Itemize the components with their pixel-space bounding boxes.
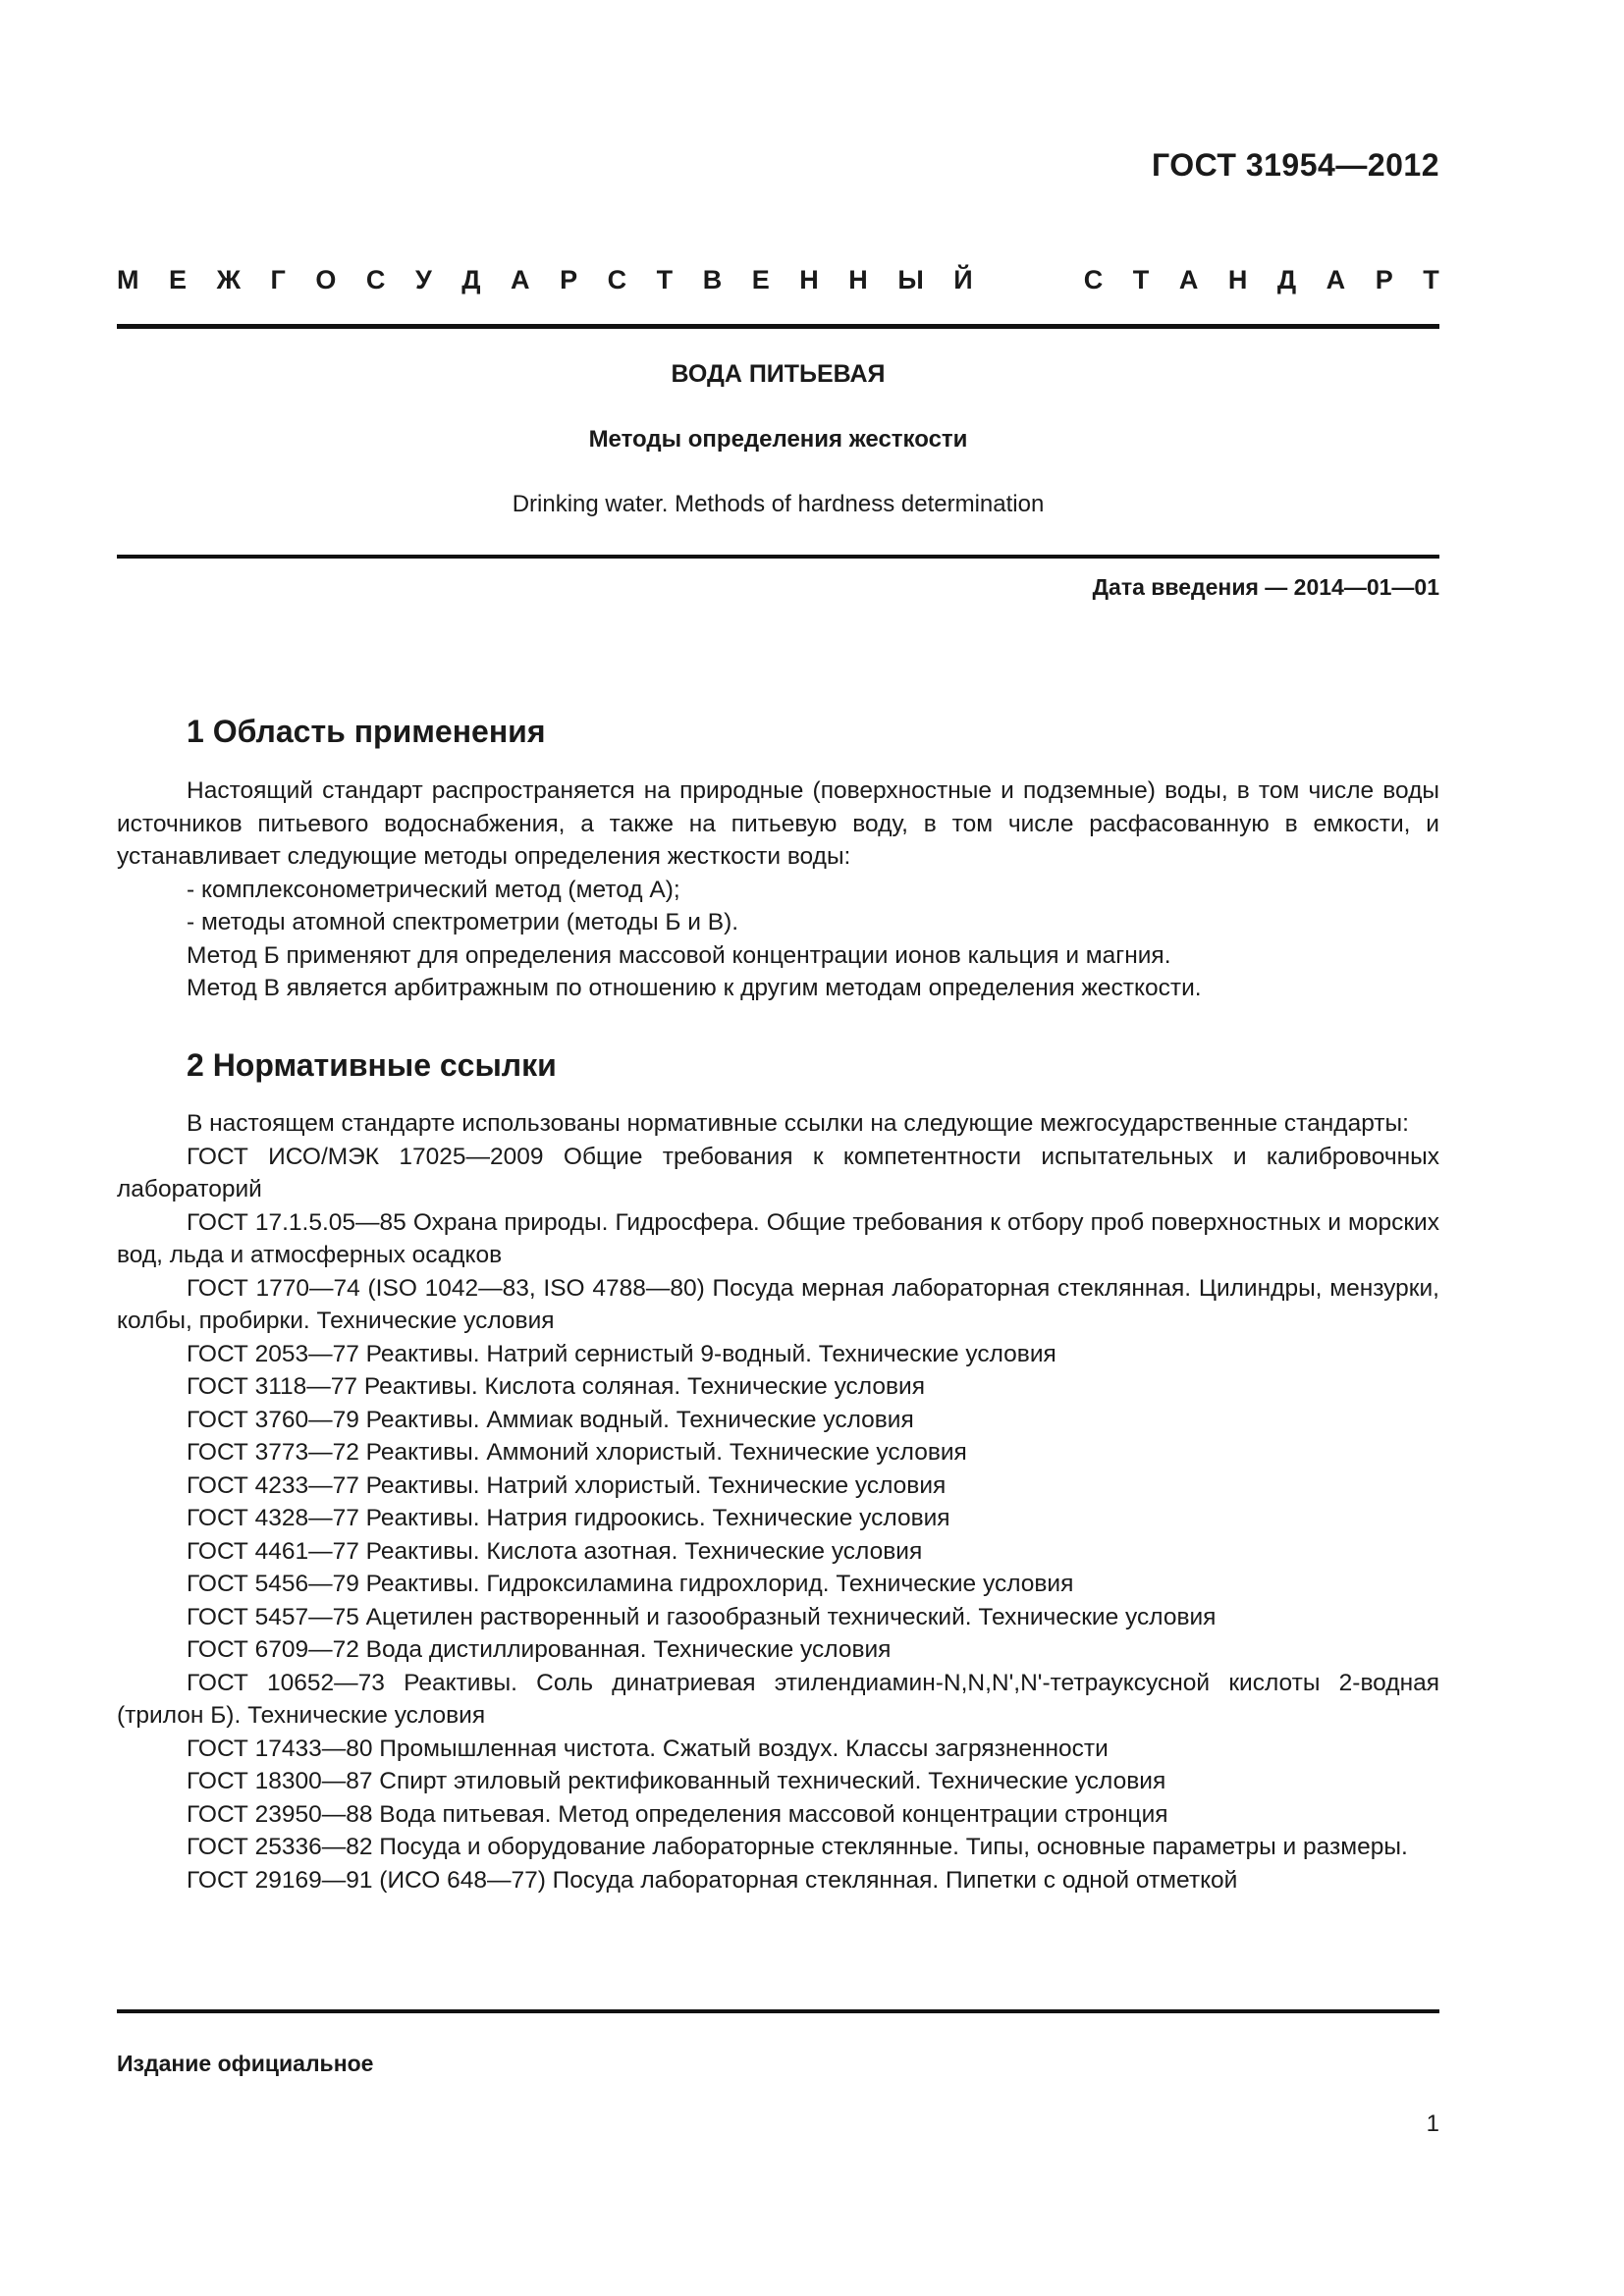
paragraph: Метод В является арбитражным по отношению к другим методам определения жесткости.	[187, 975, 1202, 1001]
reference-item: ГОСТ 17.1.5.05—85 Охрана природы. Гидросфера. Общие требования к отбору проб поверхностных и морских вод, льда и атмосферных осадков	[117, 1208, 1439, 1268]
heading-letter: А	[511, 265, 530, 294]
heading-letter: Ж	[216, 265, 241, 294]
section-2-body	[117, 1107, 1439, 1896]
heading-letter: Д	[461, 265, 481, 294]
reference-item: ГОСТ 6709—72 Вода дистиллированная. Технические условия	[187, 1636, 892, 1663]
reference-item: ГОСТ 29169—91 (ИСО 648—77) Посуда лабораторная стеклянная. Пипетки с одной отметкой	[187, 1866, 1238, 1894]
document-number: ГОСТ 31954—2012	[1151, 147, 1439, 183]
heading-letter: Т	[1423, 265, 1439, 294]
section-2-title: 2 Нормативные ссылки	[187, 1047, 557, 1083]
heading-letter: Р	[560, 265, 578, 294]
heading-letter: Н	[848, 265, 868, 294]
top-divider	[117, 324, 1439, 329]
heading-letter: Ы	[897, 265, 924, 294]
heading-letter: А	[1326, 265, 1346, 294]
section-1-title: 1 Область применения	[187, 714, 546, 749]
paragraph: - методы атомной спектрометрии (методы Б и В).	[187, 909, 739, 935]
document-title: ВОДА ПИТЬЕВАЯ	[671, 360, 886, 388]
paragraph: - комплексонометрический метод (метод А);	[187, 876, 680, 903]
heading-letter: В	[702, 265, 723, 294]
heading-letter: Г	[270, 265, 286, 294]
heading-letter: Н	[1227, 265, 1248, 294]
heading-letter: Е	[169, 265, 188, 294]
paragraph: В настоящем стандарте использованы нормативные ссылки на следующие межгосударственные стандарты:	[187, 1110, 1409, 1137]
title-divider	[117, 555, 1439, 559]
reference-item: ГОСТ 10652—73 Реактивы. Соль динатриевая этилендиамин-N,N,N',N'-тетрауксусной кислоты 2-водная (трилон Б). Технические условия	[117, 1669, 1439, 1729]
reference-item: ГОСТ 4328—77 Реактивы. Натрия гидроокись. Технические условия	[187, 1505, 950, 1531]
word-gap	[1002, 265, 1054, 295]
reference-item: ГОСТ 4461—77 Реактивы. Кислота азотная. Технические условия	[187, 1537, 923, 1565]
section-1-body	[117, 774, 1439, 1005]
page-number: 1	[1426, 2110, 1439, 2137]
reference-item: ГОСТ 3760—79 Реактивы. Аммиак водный. Технические условия	[187, 1406, 914, 1433]
heading-letter: Д	[1276, 265, 1297, 294]
english-title: Drinking water. Methods of hardness determination	[512, 491, 1045, 517]
reference-item: ГОСТ 25336—82 Посуда и оборудование лабораторные стеклянные. Типы, основные параметры и размеры.	[187, 1834, 1408, 1860]
official-edition-label: Издание официальное	[117, 2051, 374, 2076]
reference-item: ГОСТ 2053—77 Реактивы. Натрий сернистый 9-водный. Технические условия	[187, 1340, 1056, 1367]
reference-item: ГОСТ 17433—80 Промышленная чистота. Сжатый воздух. Классы загрязненности	[187, 1735, 1109, 1762]
paragraph: Метод Б применяют для определения массовой концентрации ионов кальция и магния.	[187, 941, 1171, 969]
heading-letter: Р	[1375, 265, 1393, 294]
heading-letter: С	[365, 265, 386, 294]
heading-letter: Н	[799, 265, 819, 294]
heading-letter: О	[315, 265, 337, 294]
heading-letter: С	[1083, 265, 1104, 294]
heading-letter: Й	[953, 265, 973, 294]
introduction-date: Дата введения — 2014—01—01	[1092, 574, 1439, 600]
heading-letter: С	[607, 265, 627, 294]
heading-letter: М	[117, 265, 139, 294]
heading-letter: А	[1178, 265, 1199, 294]
heading-letter: Е	[751, 265, 770, 294]
reference-item: ГОСТ ИСО/МЭК 17025—2009 Общие требования к компетентности испытательных и калибровочных лабораторий	[117, 1143, 1439, 1202]
heading-letter: Т	[1132, 265, 1150, 294]
reference-item: ГОСТ 3773—72 Реактивы. Аммоний хлористый. Технические условия	[187, 1439, 967, 1466]
footer-divider	[117, 2009, 1439, 2013]
paragraph: Настоящий стандарт распространяется на природные (поверхностные и подземные) воды, в том числе воды источников питьевого водоснабжения, а также на питьевую воду, в том числе расфасованную в емкости, и устанавливает следующие методы определения жесткости воды:	[117, 777, 1439, 870]
reference-item: ГОСТ 5456—79 Реактивы. Гидроксиламина гидрохлорид. Технические условия	[187, 1571, 1074, 1597]
document-subtitle: Методы определения жесткости	[588, 426, 968, 453]
reference-item: ГОСТ 5457—75 Ацетилен растворенный и газообразный технический. Технические условия	[187, 1603, 1217, 1630]
interstate-standard-heading	[117, 265, 1439, 295]
reference-item: ГОСТ 18300—87 Спирт этиловый ректификованный технический. Технические условия	[187, 1768, 1166, 1794]
reference-item: ГОСТ 1770—74 (ISO 1042—83, ISO 4788—80) Посуда мерная лабораторная стеклянная. Цилиндры, мензурки, колбы, пробирки. Технические условия	[117, 1274, 1439, 1334]
reference-item: ГОСТ 23950—88 Вода питьевая. Метод определения массовой концентрации стронция	[187, 1800, 1168, 1828]
reference-item: ГОСТ 3118—77 Реактивы. Кислота соляная. Технические условия	[187, 1373, 925, 1400]
reference-item: ГОСТ 4233—77 Реактивы. Натрий хлористый. Технические условия	[187, 1471, 947, 1499]
heading-letter: У	[414, 265, 432, 294]
heading-letter: Т	[656, 265, 674, 294]
